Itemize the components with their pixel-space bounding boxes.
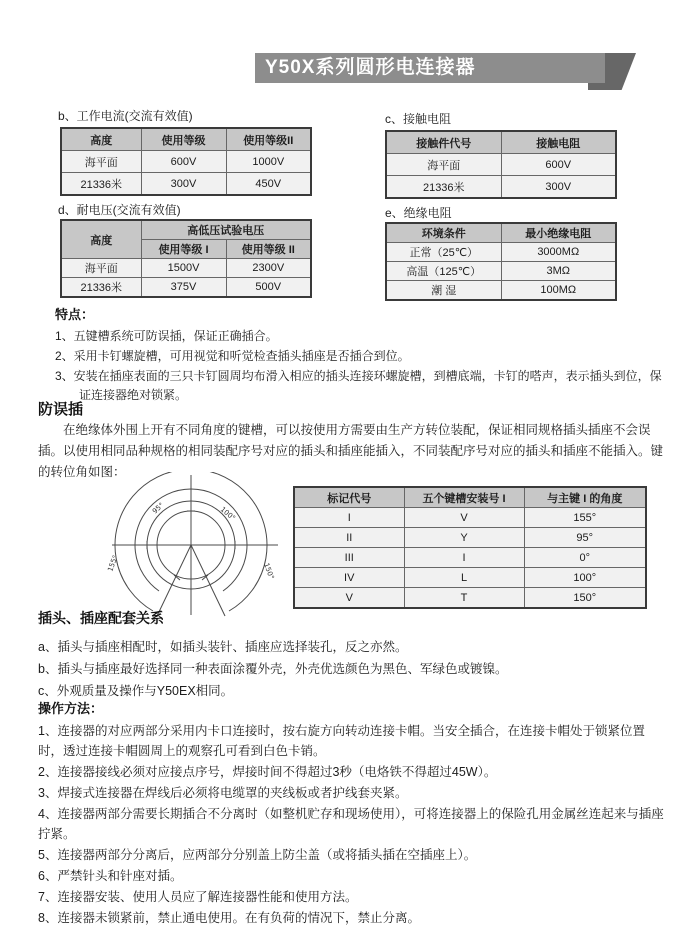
table-row: 21336米 300V (386, 176, 616, 199)
table-row: III I 0° (294, 548, 646, 568)
anti-misinsert-heading: 防误插 (38, 401, 84, 418)
table-row: 海平面 600V 1000V (61, 151, 311, 173)
insulation-resistance-table (385, 222, 617, 301)
table-row: 正常（25℃） 3000MΩ (386, 243, 616, 262)
diagram-radial-right (191, 545, 225, 616)
col-header: 高度 (61, 128, 141, 151)
operation-item: 5、连接器两部分分离后，应两部分分别盖上防尘盖（或将插头插在空插座上）。 (38, 848, 477, 862)
mating-item: a、插头与插座相配时，如插头装针、插座应选择装孔，反之亦然。 (38, 640, 408, 654)
col-header: 使用等级 (141, 128, 226, 151)
table-row: IV L 100° (294, 568, 646, 588)
table-row: V T 150° (294, 588, 646, 609)
table-row: II Y 95° (294, 528, 646, 548)
operation-section (38, 698, 668, 929)
col-header: 使用等级 I (141, 240, 226, 259)
withstand-voltage-table (60, 219, 312, 298)
col-header: 环境条件 (386, 223, 501, 243)
col-header: 最小绝缘电阻 (501, 223, 616, 243)
col-header: 五个键槽安装号 I (404, 487, 524, 508)
features-section (55, 304, 667, 406)
mating-item: c、外观质量及操作与Y50EX相同。 (38, 684, 234, 698)
key-angle-table (293, 486, 647, 609)
working-current-table (60, 127, 312, 196)
section-d-label: d、耐电压(交流有效值) (58, 203, 181, 217)
feature-item: 3、安装在插座表面的三只卡钉圆周均布滑入相应的插头连接环螺旋槽，到槽底端，卡钉的嗒声，表示插头到位，保证连接器绝对锁紧。 (55, 369, 662, 402)
col-header: 与主键 I 的角度 (524, 487, 646, 508)
table-row: 海平面 600V (386, 154, 616, 176)
diagram-radial-left (157, 545, 191, 616)
col-header: 标记代号 (294, 487, 404, 508)
table-row: 21336米 375V 500V (61, 278, 311, 298)
angle-label: 100° (218, 505, 237, 523)
anti-misinsert-paragraph: 在绝缘体外围上开有不同角度的键槽，可以按使用方需要由生产方转位装配，保证相同规格插头插座不会误插。以使用相同品种规格的相同装配序号对应的插头和插座能插入，不同装配序号对应的插头和插座不能插入。键的转位角如图： (38, 423, 664, 479)
angle-label: 155° (106, 554, 120, 573)
col-header: 使用等级 II (226, 240, 311, 259)
mating-heading: 插头、插座配套关系 (38, 610, 164, 626)
table-row: I V 155° (294, 508, 646, 528)
contact-resistance-table (385, 130, 617, 199)
table-row: 高温（125℃） 3MΩ (386, 262, 616, 281)
table-row: 21336米 300V 450V (61, 173, 311, 196)
col-header: 使用等级II (226, 128, 311, 151)
table-row: 海平面 1500V 2300V (61, 259, 311, 278)
operation-item: 4、连接器两部分需要长期插合不分离时（如整机贮存和现场使用），可将连接器上的保险孔用金属丝连起来与插座拧紧。 (38, 807, 664, 841)
keyway-angle-diagram (98, 472, 286, 624)
section-b-label: b、工作电流(交流有效值) (58, 109, 193, 123)
mating-item: b、插头与插座最好选择同一种表面涂覆外壳，外壳优选颜色为黑色、军绿色或镀镍。 (38, 662, 508, 676)
operation-item: 1、连接器的对应两部分采用内卡口连接时，按右旋方向转动连接卡帽。当安全插合，在连接卡帽处于锁紧位置时，透过连接卡帽圆周上的观察孔可看到白色卡销。 (38, 724, 645, 758)
operation-item: 3、焊接式连接器在焊线后必须将电缆罩的夹线板或者护线套夹紧。 (38, 786, 408, 800)
corner-header: 高度 (61, 220, 141, 259)
feature-item: 1、五键槽系统可防误插，保证正确插合。 (55, 329, 278, 343)
features-heading: 特点： (55, 307, 95, 322)
angle-label: 150° (262, 561, 276, 581)
span-header: 高低压试验电压 (141, 220, 311, 240)
page-title: Y50X系列圆形电连接器 (255, 53, 605, 83)
operation-item: 2、连接器接线必须对应接点序号，焊接时间不得超过3秒（电烙铁不得超过45W）。 (38, 765, 497, 779)
mating-section (38, 608, 668, 702)
col-header: 接触电阻 (501, 131, 616, 154)
operation-heading: 操作方法： (38, 701, 104, 716)
operation-item: 7、连接器安装、使用人员应了解连接器性能和使用方法。 (38, 890, 358, 904)
col-header: 接触件代号 (386, 131, 501, 154)
section-e-label: e、绝缘电阻 (385, 206, 452, 220)
operation-item: 6、严禁针头和针座对插。 (38, 869, 183, 883)
angle-label: 95° (150, 501, 166, 516)
section-c-label: c、接触电阻 (385, 112, 452, 126)
table-row: 潮 湿 100MΩ (386, 281, 616, 301)
feature-item: 2、采用卡钉螺旋槽，可用视觉和听觉检查插头插座是否插合到位。 (55, 349, 410, 363)
operation-item: 8、连接器未锁紧前，禁止通电使用。在有负荷的情况下，禁止分离。 (38, 911, 420, 925)
